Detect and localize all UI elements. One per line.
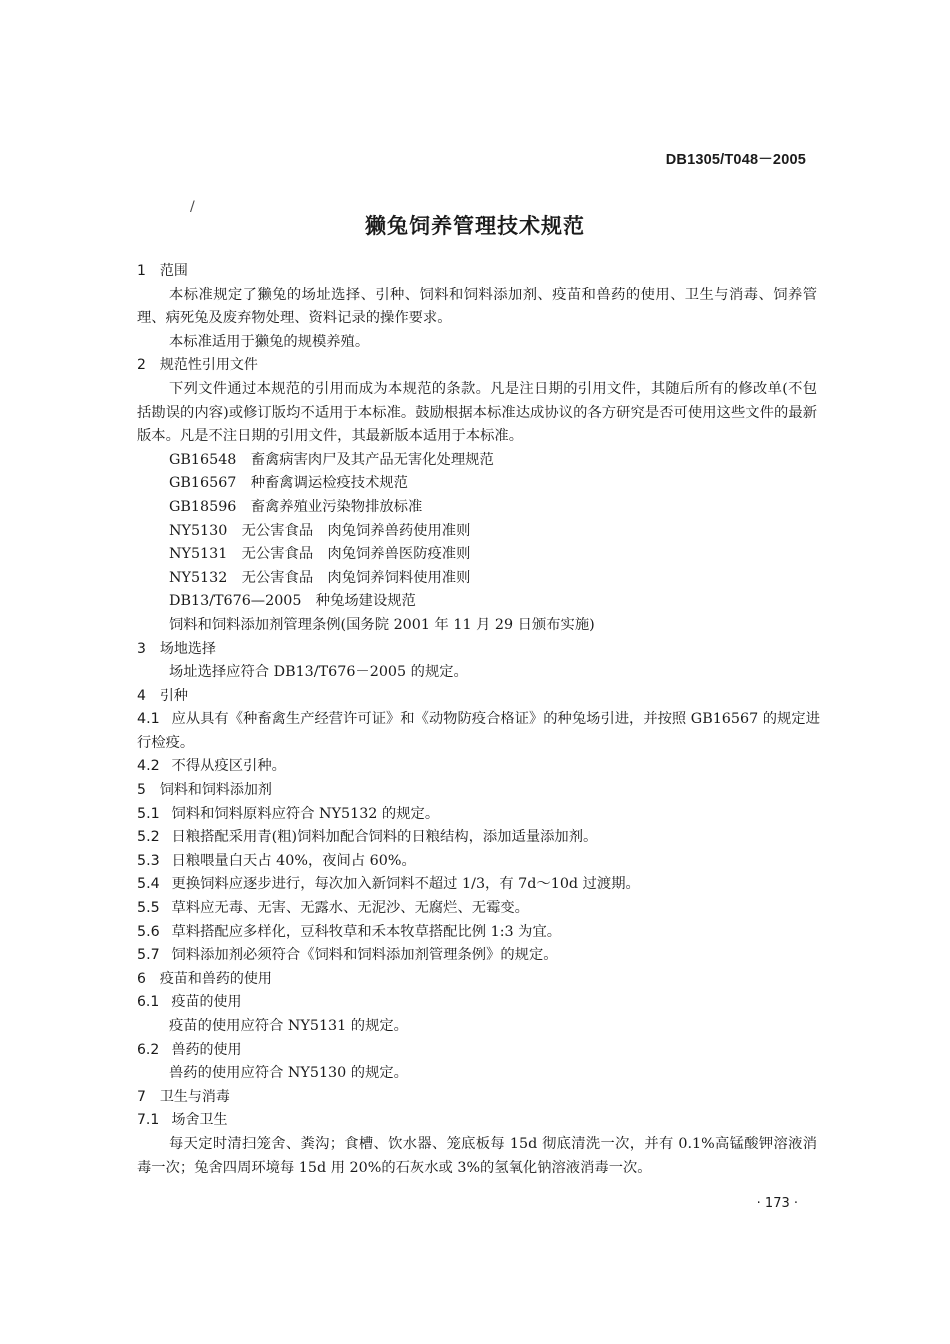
subsection-heading [137,1039,817,1063]
clause-text: 草料搭配应多样化，豆科牧草和禾本牧草搭配比例 1:3 为宜。 [171,923,562,940]
stray-mark: / [190,199,195,215]
clause-text: 日粮喂量白天占 40%，夜间占 60%。 [171,852,416,869]
clause-number: 5.1 [137,805,160,822]
clause-number: 4.1 [137,711,160,728]
clause-number: 7.1 [137,1112,160,1129]
reference-item: NY5132 无公害食品 肉兔饲养饲料使用准则 [169,569,471,586]
paragraph: 下列文件通过本规范的引用而成为本规范的条款。凡是注日期的引用文件，其随后所有的修改单(不包括勘误的内容)或修订版均不适用于本标准。鼓励根据本标准达成协议的各方研究是否可使用这些文件的最新版本。凡是不注日期的引用文件，其最新版本适用于本标准。 [137,380,817,445]
clause-text: 饲料添加剂必须符合《饲料和饲料添加剂管理条例》的规定。 [171,947,558,964]
standard-code: DB1305/T048－2005 [665,152,806,168]
clause-text: 更换饲料应逐步进行，每次加入新饲料不超过 1/3，有 7d～10d 过渡期。 [171,876,640,893]
clause [137,873,817,897]
clause-number: 5.2 [137,829,160,846]
clause [137,850,817,874]
clause-text: 应从具有《种畜禽生产经营许可证》和《动物防疫合格证》的种兔场引进，并按照 GB16567 的规定进 [171,711,820,728]
clause-number: 5.6 [137,923,160,940]
paragraph: 每天定时清扫笼舍、粪沟；食槽、饮水器、笼底板每 15d 彻底清洗一次，并有 0.1%高锰酸钾溶液消毒一次；兔舍四周环境每 15d 用 20%的石灰水或 3%的氢氧化钠溶液消毒一次。 [137,1135,817,1176]
paragraph: 本标准适用于獭兔的规模养殖。 [169,333,370,350]
section-heading-introduction: 4 引种 [137,687,188,704]
document-body [137,260,820,1180]
section-heading-feed: 5 饲料和饲料添加剂 [137,782,272,799]
document-title: 獭兔饲养管理技术规范 [365,214,585,238]
paragraph: 疫苗的使用应符合 NY5131 的规定。 [169,1018,408,1034]
clause-text: 草料应无毒、无害、无露水、无泥沙、无腐烂、无霉变。 [171,900,529,917]
subsection-title: 兽药的使用 [171,1041,242,1058]
clause-number: 4.2 [137,758,160,775]
clause [137,826,817,850]
clause [137,944,817,968]
reference-item: GB16567 种畜禽调运检疫技术规范 [169,475,408,492]
page-number: · 173 · [756,1196,798,1211]
clause-continuation: 行检疫。 [137,734,195,751]
clause-number: 5.7 [137,947,160,964]
clause-number: 5.5 [137,900,160,917]
clause-number: 5.4 [137,876,160,893]
clause [137,803,817,827]
paragraph: 兽药的使用应符合 NY5130 的规定。 [169,1065,408,1082]
clause [137,755,817,779]
clause-number: 6.2 [137,1041,160,1058]
clause-number: 5.3 [137,852,160,869]
paragraph: 本标准规定了獭兔的场址选择、引种、饲料和饲料添加剂、疫苗和兽药的使用、卫生与消毒、饲养管理、病死兔及废弃物处理、资料记录的操作要求。 [137,286,817,327]
reference-item: NY5131 无公害食品 肉兔饲养兽医防疫准则 [169,546,471,563]
clause [137,897,817,921]
paragraph: 场址选择应符合 DB13/T676－2005 的规定。 [169,664,468,681]
section-heading-site: 3 场地选择 [137,640,216,657]
clause [137,921,817,945]
subsection-heading [137,991,817,1015]
clause [137,708,820,732]
reference-item: GB18596 畜禽养殖业污染物排放标准 [169,498,423,515]
clause-text: 饲料和饲料原料应符合 NY5132 的规定。 [171,805,440,822]
clause-text: 不得从疫区引种。 [171,758,286,775]
section-heading-vaccines: 6 疫苗和兽药的使用 [137,970,272,987]
subsection-title: 疫苗的使用 [171,994,242,1011]
clause-text: 日粮搭配采用青(粗)饲料加配合饲料的日粮结构，添加适量添加剂。 [171,829,598,846]
reference-item: 饲料和饲料添加剂管理条例(国务院 2001 年 11 月 29 日颁布实施) [169,616,595,633]
subsection-heading [137,1109,817,1133]
section-heading-references: 2 规范性引用文件 [137,357,258,374]
reference-item: GB16548 畜禽病害肉尸及其产品无害化处理规范 [169,451,494,468]
subsection-title: 场舍卫生 [171,1112,228,1129]
reference-item: DB13/T676—2005 种兔场建设规范 [169,593,416,610]
clause-number: 6.1 [137,994,160,1011]
section-heading-hygiene: 7 卫生与消毒 [137,1088,230,1105]
section-heading-scope: 1 范围 [137,263,188,279]
reference-item: NY5130 无公害食品 肉兔饲养兽药使用准则 [169,522,471,539]
